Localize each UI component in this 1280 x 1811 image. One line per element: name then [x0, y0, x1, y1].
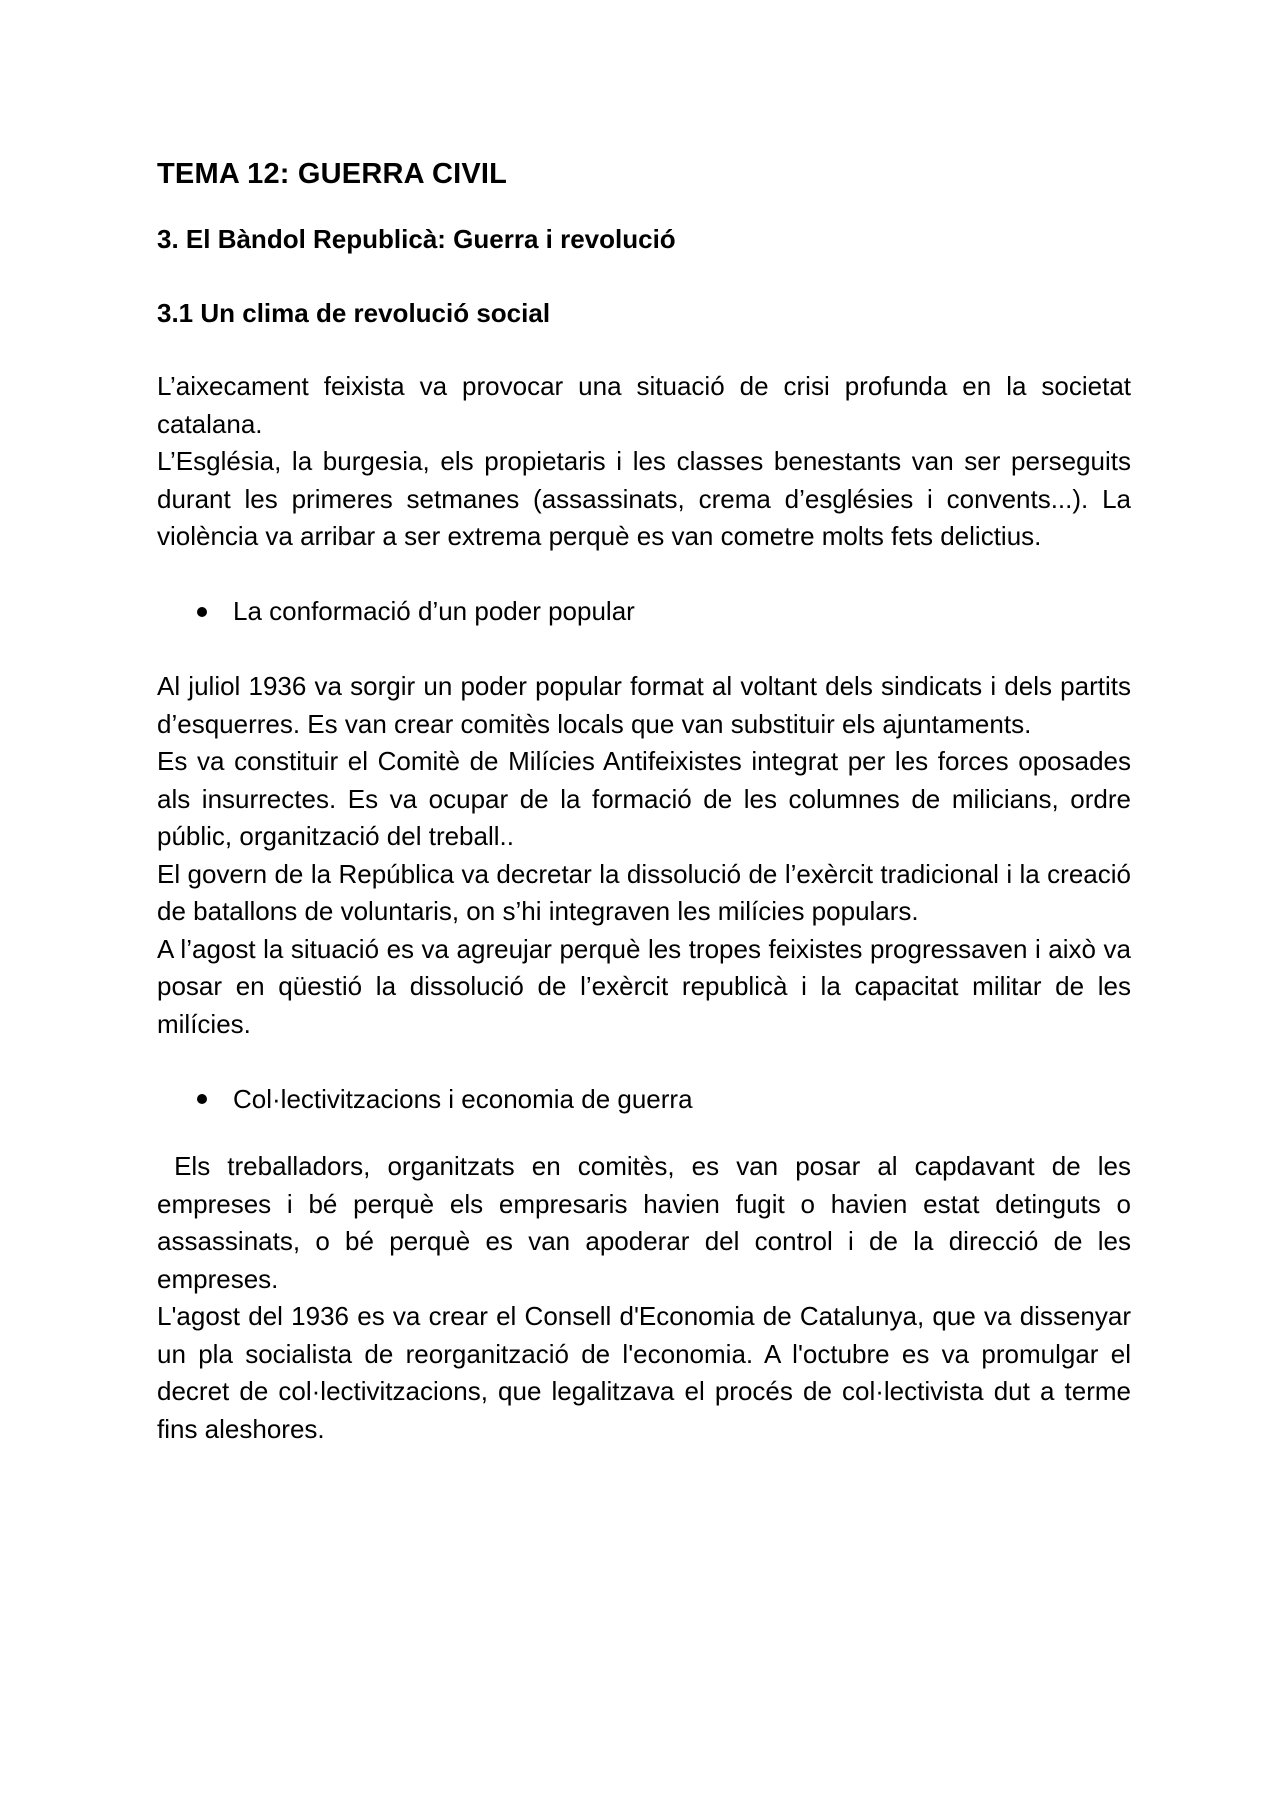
body-paragraph: Es va constituir el Comitè de Milícies Antifeixistes integrat per les forces oposades als insurrectes. Es va ocupar de la formació de les columnes de milicians, ordre públic, organització del treball.. — [157, 746, 1131, 851]
bullet-icon — [197, 1094, 207, 1104]
bullet-icon — [197, 607, 207, 617]
intro-paragraph: L’Església, la burgesia, els propietaris i les classes benestants van ser perseguits durant les primeres setmanes (assassinats, crema d’esglésies i convents...). La violència va arribar a ser extrema perquè es van cometre molts fets delictius. — [157, 446, 1131, 551]
body-paragraph: Els treballadors, organitzats en comitès, es van posar al capdavant de les empreses i bé perquè els empresaris havien fugit o havien estat detinguts o assassinats, o bé perquè es van apoderar del control i de la direcció de les empreses. — [157, 1151, 1139, 1294]
intro-paragraph: L’aixecament feixista va provocar una situació de crisi profunda en la societat catalana. — [157, 371, 1131, 439]
body-paragraph: A l’agost la situació es va agreujar perquè les tropes feixistes progressaven i això va posar en qüestió la dissolució de l’exèrcit republicà i la capacitat militar de les milícies. — [157, 933, 1131, 1039]
spacer — [157, 556, 1131, 594]
spacer — [157, 631, 1131, 669]
subsection-heading: 3.1 Un clima de revolució social — [157, 298, 551, 328]
spacer — [157, 1043, 1131, 1081]
body-paragraph: El govern de la República va decretar la dissolució de l’exèrcit tradicional i la creació de batallons de voluntaris, on s’hi integraven les milícies populars. — [157, 858, 1131, 926]
bullet-label: Col·lectivitzacions i economia de guerra — [233, 1083, 693, 1114]
body-paragraph: Al juliol 1936 va sorgir un poder popular format al voltant dels sindicats i dels partits d’esquerres. Es van crear comitès locals que van substituir els ajuntaments. — [157, 671, 1131, 739]
spacer — [157, 1118, 1131, 1148]
document-title: TEMA 12: GUERRA CIVIL — [157, 158, 508, 190]
bullet-label: La conformació d’un poder popular — [233, 596, 635, 626]
bullet-item — [157, 593, 1131, 631]
body-paragraph: L'agost del 1936 es va crear el Consell d'Economia de Catalunya, que va dissenyar un pla socialista de reorganització de l'economia. A l'octubre es va promulgar el decret de col·lectivitzacions, que legalitzava el procés de col·lectivista dut a terme fins aleshores. — [157, 1301, 1131, 1444]
section-heading: 3. El Bàndol Republicà: Guerra i revolució — [157, 224, 676, 254]
bullet-item — [157, 1081, 1131, 1119]
document-page — [157, 152, 1139, 1448]
